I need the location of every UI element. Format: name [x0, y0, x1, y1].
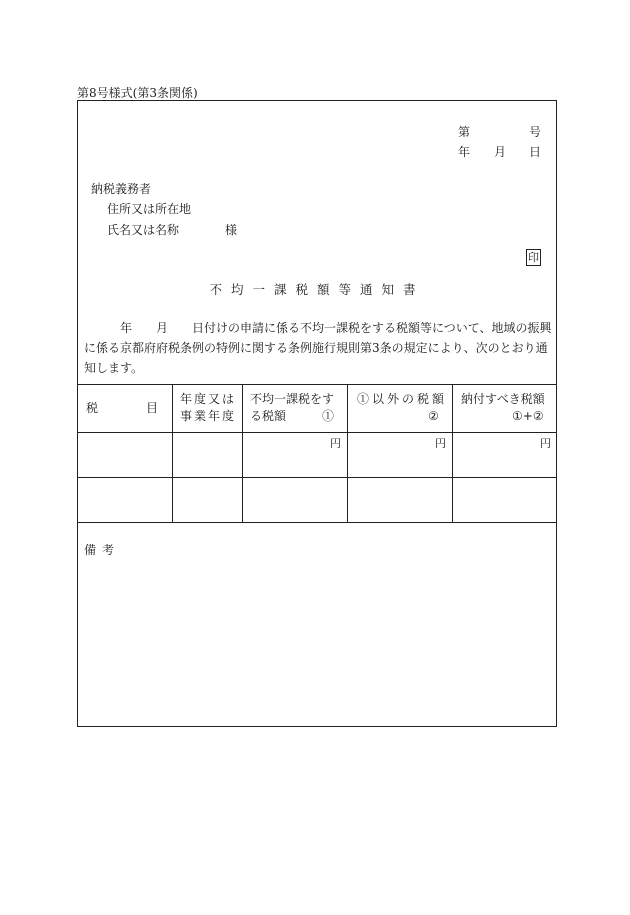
header-payable-line2: ①+②	[512, 409, 544, 423]
seal-mark: 印	[528, 251, 539, 264]
body-year-word: 年	[120, 321, 133, 335]
address-label: 住所又は所在地	[107, 202, 192, 216]
notice-form	[77, 100, 557, 727]
document-number-label: 第	[458, 125, 471, 139]
column-divider	[452, 385, 453, 522]
header-payable-line1: 納付すべき税額	[461, 392, 545, 406]
header-uneven-tax-line2: る税額 ①	[250, 409, 335, 423]
column-divider	[172, 385, 173, 522]
row-divider	[78, 477, 556, 478]
notice-body	[84, 318, 553, 378]
tax-table	[78, 384, 556, 523]
unit-yen-col1: 円	[330, 437, 341, 450]
body-text: 日付けの申請に係る不均一課税をする税額等について、地域の振興に係る京都府府税条例の特例に関する条例施行規則第3条の規定により、次のとおり通知します。	[84, 321, 552, 375]
date-day-label: 日	[529, 145, 542, 159]
remarks-label: 備考	[84, 543, 121, 557]
header-fiscal-year-line1: 年度又は	[180, 392, 237, 406]
body-month-word: 月	[156, 321, 169, 335]
unit-yen-col2: 円	[435, 437, 446, 450]
date-year-label: 年	[458, 145, 471, 159]
date-month-label: 月	[494, 145, 507, 159]
honorific-sama: 様	[225, 223, 238, 237]
unit-yen-col3: 円	[540, 437, 551, 450]
name-label: 氏名又は名称	[107, 223, 180, 237]
column-divider	[347, 385, 348, 522]
header-fiscal-year-line2: 事業年度	[180, 409, 237, 423]
header-uneven-tax-line1: 不均一課税をす	[250, 392, 335, 406]
row-divider	[78, 432, 556, 433]
header-other-tax-line2: ②	[428, 409, 439, 423]
form-caption: 第8号様式(第3条関係)	[77, 86, 198, 100]
document-title: 不均一課税額等通知書	[209, 282, 425, 297]
header-tax-item: 税 目	[86, 401, 159, 415]
column-divider	[242, 385, 243, 522]
header-other-tax-line1: ①以外の税額	[357, 392, 448, 406]
taxpayer-label: 納税義務者	[91, 182, 152, 196]
document-number-suffix: 号	[529, 125, 542, 139]
